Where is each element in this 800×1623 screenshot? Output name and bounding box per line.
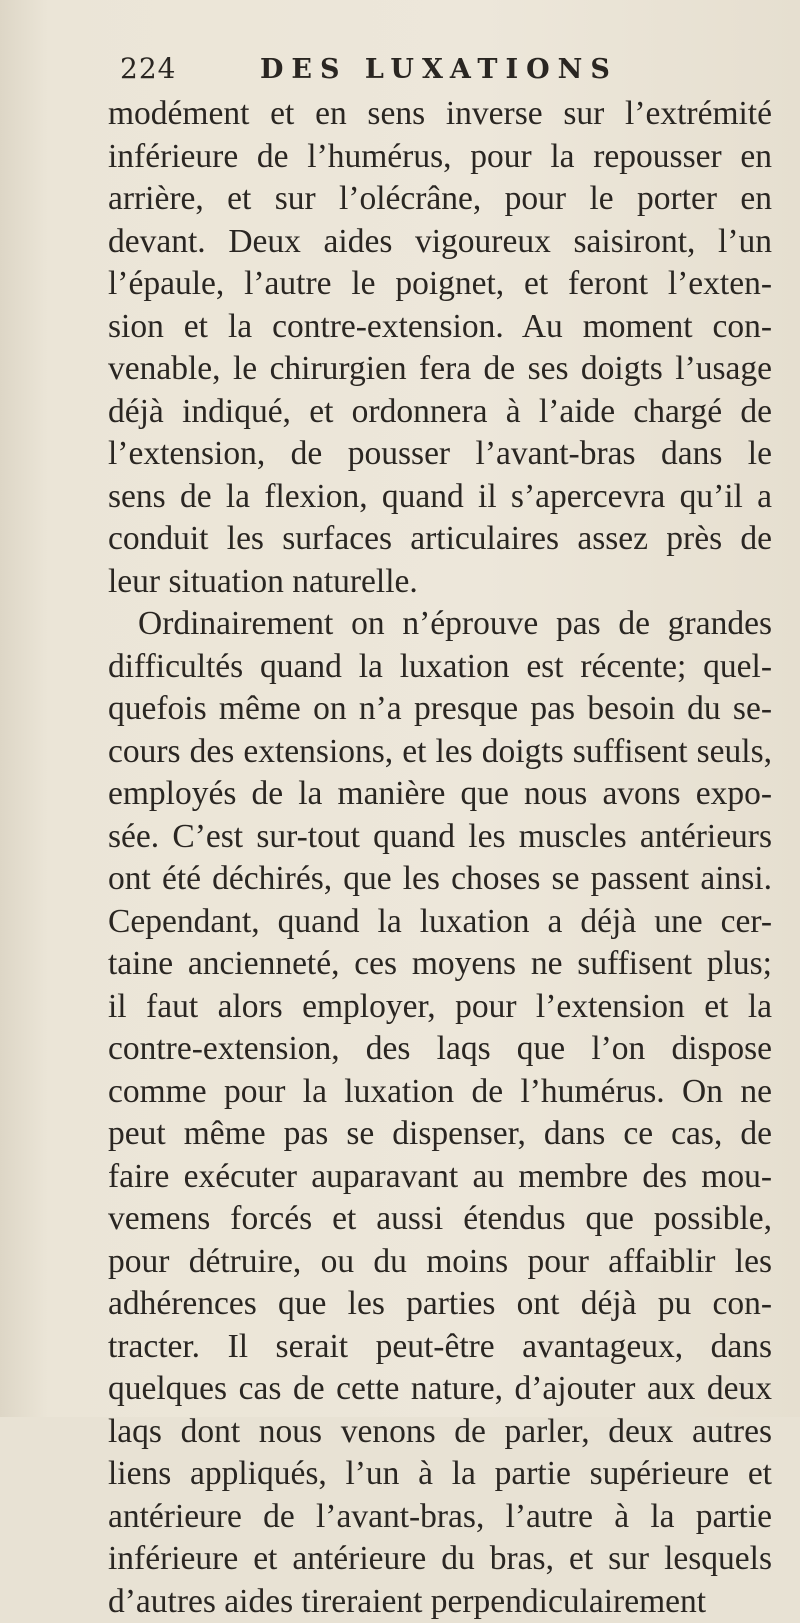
paragraph-start-line: Ordinairement on n’éprouve pas de grandes [108, 603, 772, 646]
text-line: pour détruire, ou du moins pour affaiblir les [108, 1241, 772, 1284]
page-number: 224 [120, 52, 176, 85]
text-line: devant. Deux aides vigoureux saisiront, l’un [108, 221, 772, 264]
text-line: comme pour la luxation de l’humérus. On ne [108, 1071, 772, 1114]
text-line: sion et la contre-extension. Au moment con- [108, 306, 772, 349]
text-line: déjà indiqué, et ordonnera à l’aide chargé de [108, 391, 772, 434]
text-line: Cependant, quand la luxation a déjà une cer- [108, 901, 772, 944]
text-line: peut même pas se dispenser, dans ce cas, de [108, 1113, 772, 1156]
text-line: antérieure de l’avant-bras, l’autre à la partie [108, 1496, 772, 1539]
text-line: leur situation naturelle. [108, 561, 772, 604]
text-line: l’extension, de pousser l’avant-bras dans le [108, 433, 772, 476]
text-line: ont été déchirés, que les choses se passent ainsi. [108, 858, 772, 901]
text-line: adhérences que les parties ont déjà pu con- [108, 1283, 772, 1326]
text-line: quefois même on n’a presque pas besoin du se- [108, 688, 772, 731]
text-line: inférieure et antérieure du bras, et sur lesquels [108, 1538, 772, 1581]
text-line: vemens forcés et aussi étendus que possible, [108, 1198, 772, 1241]
text-line: arrière, et sur l’olécrâne, pour le porter en [108, 178, 772, 221]
text-line: il faut alors employer, pour l’extension et la [108, 986, 772, 1029]
text-line: d’autres aides tireraient perpendiculairement [108, 1581, 772, 1623]
running-head [120, 52, 760, 88]
text-line: contre-extension, des laqs que l’on dispose [108, 1028, 772, 1071]
text-line: taine ancienneté, ces moyens ne suffisent plus; [108, 943, 772, 986]
text-line: l’épaule, l’autre le poignet, et feront l’exten- [108, 263, 772, 306]
body-text [108, 93, 772, 1623]
text-line: cours des extensions, et les doigts suffisent seuls, [108, 731, 772, 774]
text-line: quelques cas de cette nature, d’ajouter aux deux [108, 1368, 772, 1411]
text-line: inférieure de l’humérus, pour la repousser en [108, 136, 772, 179]
running-title: DES LUXATIONS [260, 54, 618, 85]
text-line: venable, le chirurgien fera de ses doigts l’usage [108, 348, 772, 391]
text-line: conduit les surfaces articulaires assez près de [108, 518, 772, 561]
text-line: liens appliqués, l’un à la partie supérieure et [108, 1453, 772, 1496]
text-line: sens de la flexion, quand il s’apercevra qu’il a [108, 476, 772, 519]
text-line: difficultés quand la luxation est récente; quel- [108, 646, 772, 689]
text-line: employés de la manière que nous avons expo- [108, 773, 772, 816]
text-line: modément et en sens inverse sur l’extrémité [108, 93, 772, 136]
text-line: faire exécuter auparavant au membre des mou- [108, 1156, 772, 1199]
text-line: tracter. Il serait peut-être avantageux, dans [108, 1326, 772, 1369]
text-line: laqs dont nous venons de parler, deux autres [108, 1411, 772, 1454]
text-line: sée. C’est sur-tout quand les muscles antérieurs [108, 816, 772, 859]
